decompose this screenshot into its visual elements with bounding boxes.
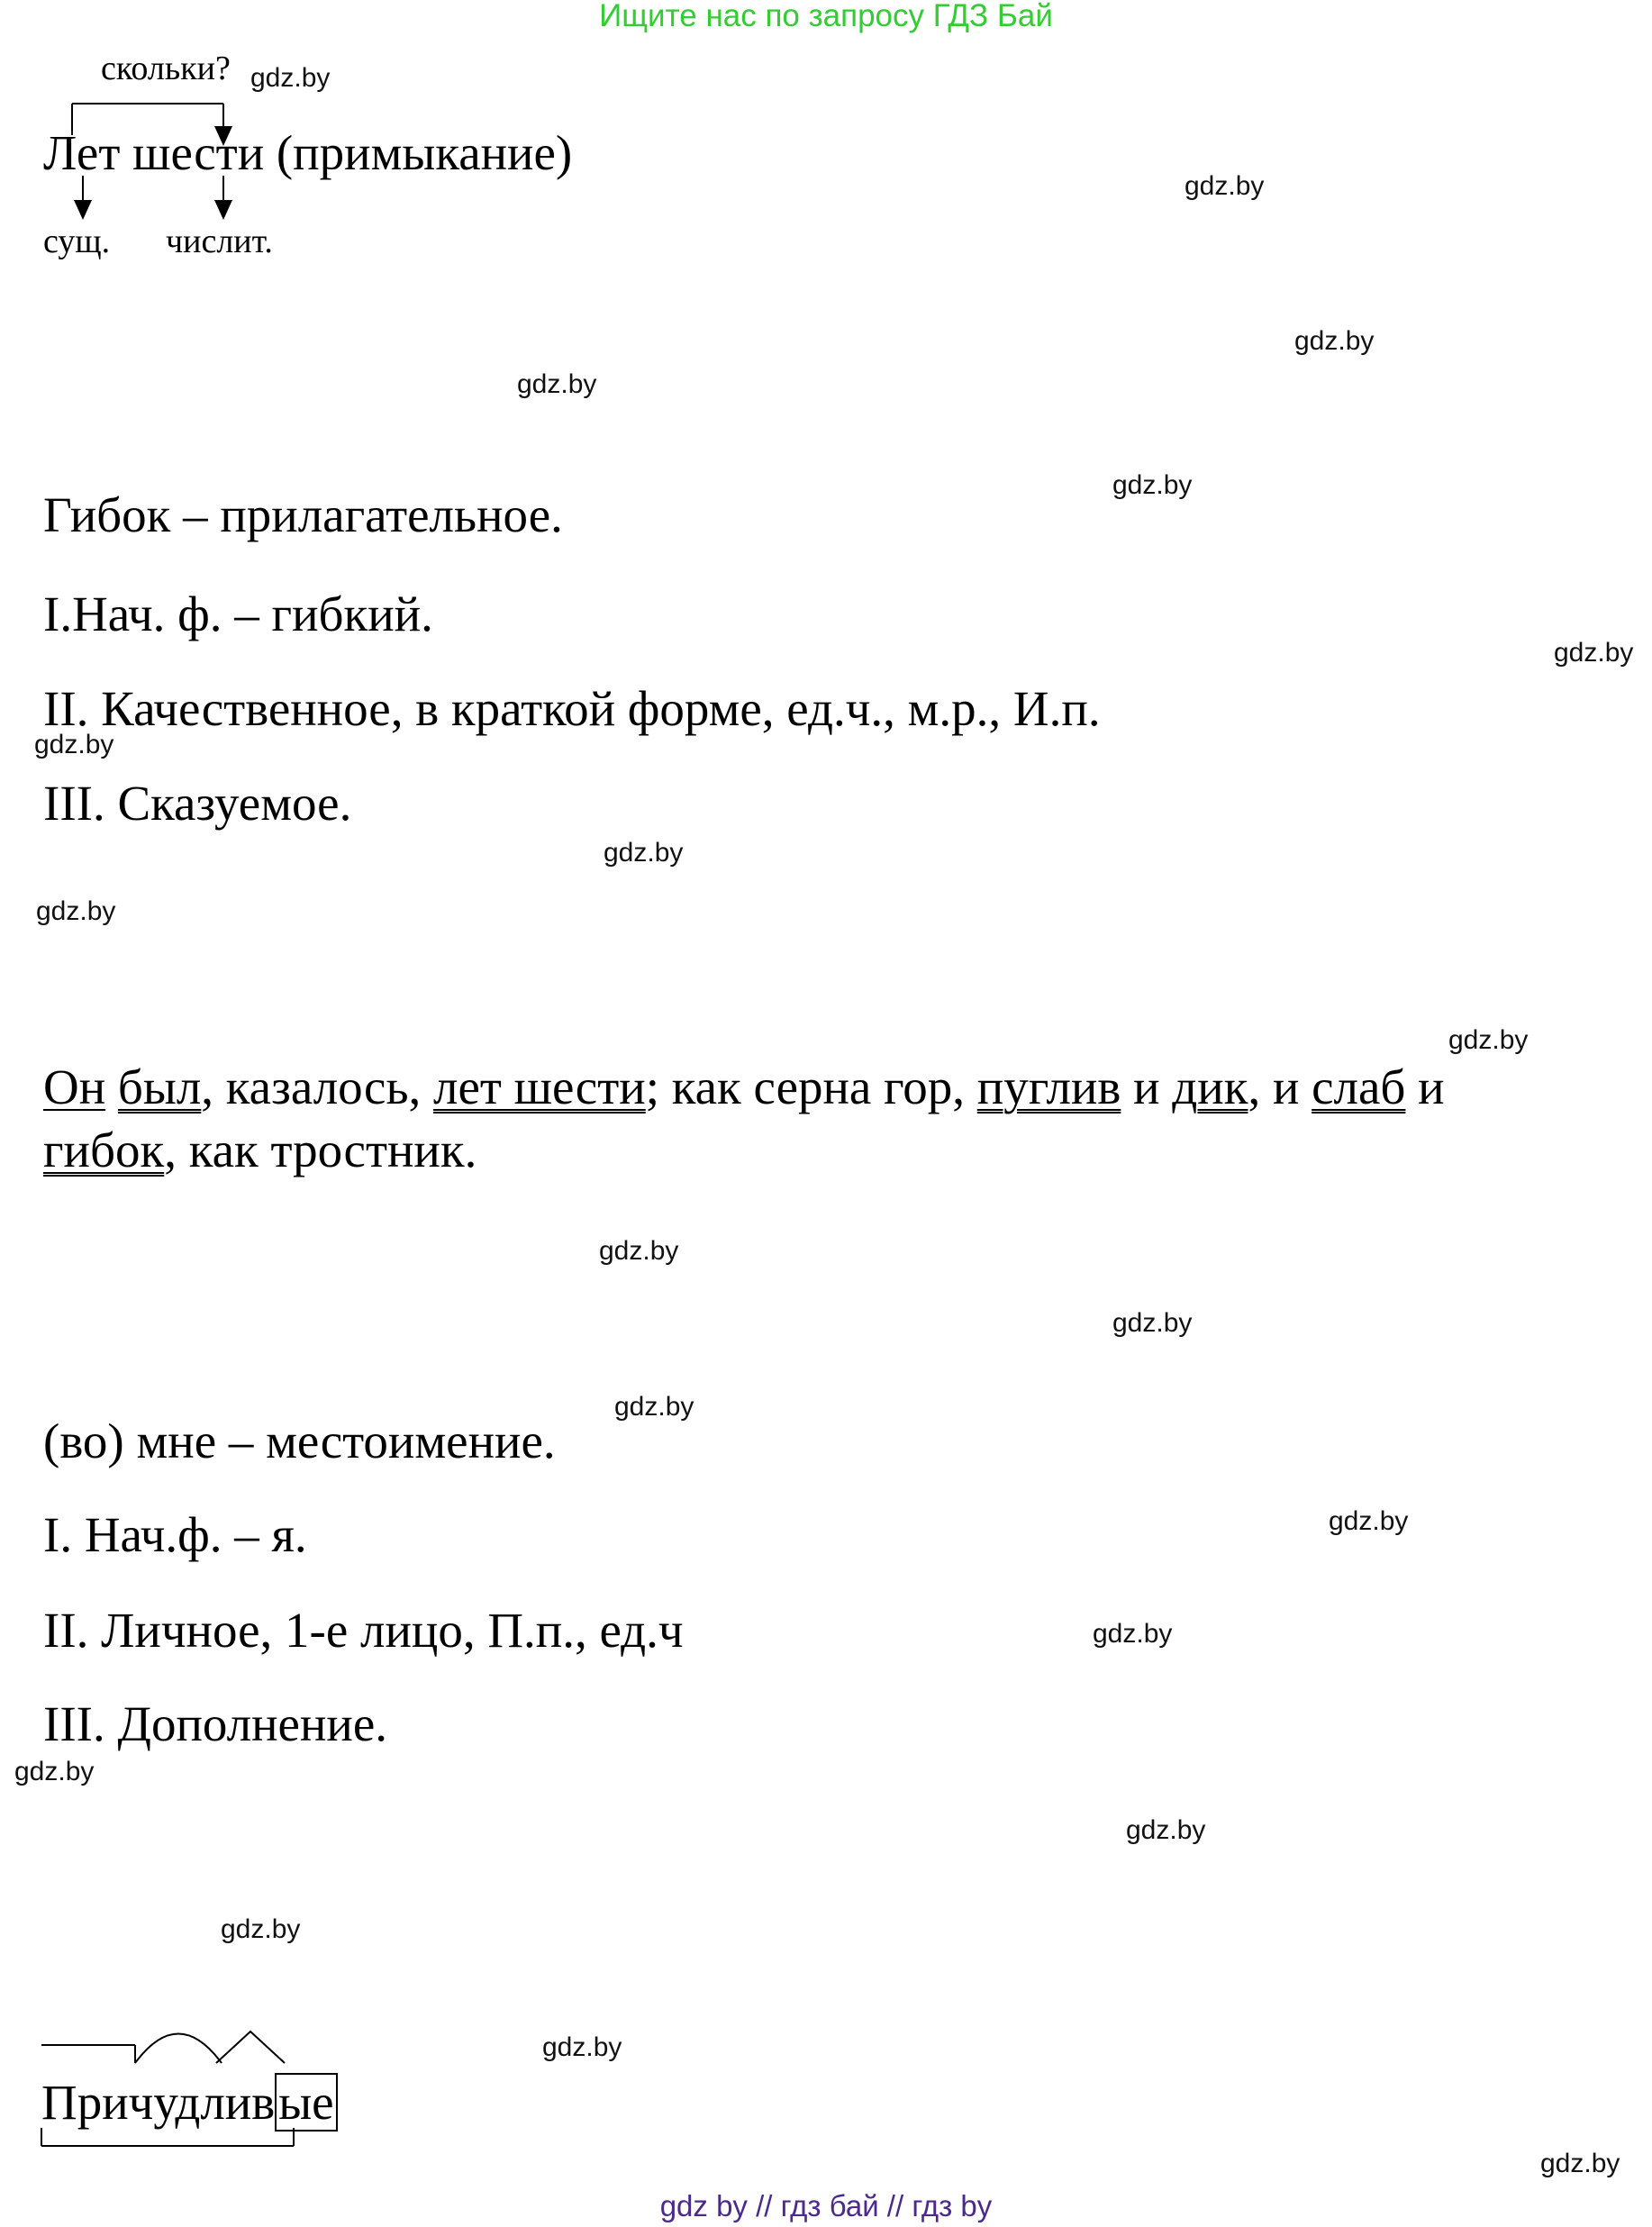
- watermark: gdz.by: [1294, 326, 1375, 356]
- sentence-text-2: ; как серна гор,: [645, 1059, 977, 1114]
- watermark: gdz.by: [1554, 638, 1634, 668]
- subject-word: Он: [43, 1059, 106, 1114]
- watermark: gdz.by: [614, 1392, 694, 1422]
- watermark: gdz.by: [250, 63, 331, 93]
- adjective-title: Гибок – прилагательное.: [43, 487, 563, 542]
- watermark: gdz.by: [517, 369, 597, 399]
- adjective-line-1: I.Нач. ф. – гибкий.: [43, 586, 433, 641]
- pronoun-line-1: I. Нач.ф. – я.: [43, 1507, 307, 1562]
- watermark: gdz.by: [542, 2032, 622, 2062]
- word-stem: Причудлив: [41, 2075, 276, 2130]
- adjective-line-2: II. Качественное, в краткой форме, ед.ч., м.р., И.п.: [43, 681, 1101, 736]
- watermark: gdz.by: [34, 730, 114, 759]
- label-noun: сущ.: [43, 223, 111, 260]
- watermark: gdz.by: [1185, 171, 1265, 201]
- predicate-word-dik: дик: [1172, 1059, 1248, 1114]
- watermark: gdz.by: [1112, 470, 1193, 500]
- question-label: скольки?: [101, 50, 231, 87]
- morpheme-word: [41, 2074, 338, 2131]
- predicate-word-pugliv: пуглив: [976, 1059, 1121, 1114]
- watermark: gdz.by: [221, 1914, 301, 1944]
- predicate-word-byl: был: [117, 1059, 202, 1114]
- watermark: gdz.by: [1126, 1815, 1206, 1845]
- footer-links[interactable]: gdz by // гдз бай // гдз by: [659, 2189, 993, 2222]
- watermark: gdz.by: [599, 1236, 679, 1266]
- pronoun-line-2: II. Личное, 1-е лицо, П.п., ед.ч: [43, 1603, 684, 1658]
- adjective-line-3: III. Сказуемое.: [43, 776, 352, 831]
- sentence-text-4: , и: [1248, 1059, 1312, 1114]
- label-numeral: числит.: [166, 223, 273, 260]
- top-banner[interactable]: Ищите нас по запросу ГДЗ Бай: [599, 0, 1053, 33]
- phrase-line: Лет шести (примыкание): [43, 125, 573, 180]
- watermark: gdz.by: [1329, 1506, 1409, 1536]
- watermark: gdz.by: [1093, 1619, 1173, 1649]
- suffix-mark: [216, 2032, 285, 2063]
- predicate-word-gibok: гибок: [43, 1123, 165, 1177]
- watermark: gdz.by: [36, 896, 116, 926]
- root-arc: [135, 2034, 222, 2064]
- pronoun-title: (во) мне – местоимение.: [43, 1413, 556, 1468]
- watermark: gdz.by: [1448, 1025, 1529, 1055]
- sentence-text-3: и: [1121, 1059, 1173, 1114]
- watermark: gdz.by: [604, 838, 684, 868]
- pronoun-line-3: III. Дополнение.: [43, 1696, 387, 1751]
- predicate-phrase-let: лет шести: [433, 1059, 646, 1114]
- watermark: gdz.by: [1540, 2149, 1620, 2178]
- sentence-text-6: , как тростник.: [164, 1123, 477, 1177]
- watermark: gdz.by: [1112, 1308, 1193, 1338]
- word-ending: ые: [275, 2073, 337, 2132]
- watermark: gdz.by: [14, 1757, 95, 1786]
- sentence-text-5: и: [1405, 1059, 1445, 1114]
- sentence-text-1: , казалось,: [201, 1059, 434, 1114]
- predicate-word-slab: слаб: [1312, 1059, 1406, 1114]
